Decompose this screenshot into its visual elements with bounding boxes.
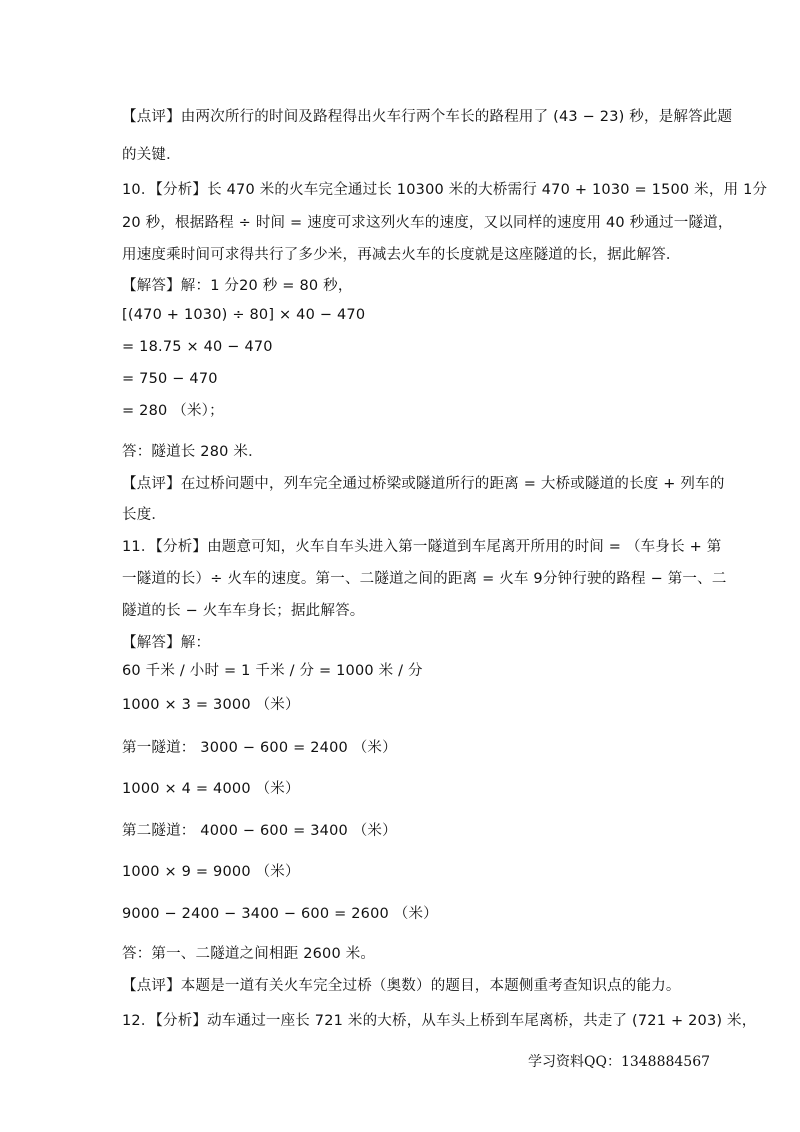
text-line: 【解答】解：1 分20 秒 = 80 秒，: [122, 278, 353, 294]
math-line: 第二隧道： 4000 − 600 = 3400 （米）: [122, 823, 397, 839]
math-line: 1000 × 4 = 4000 （米）: [122, 781, 300, 797]
text-line: 【解答】解：: [122, 635, 211, 651]
text-line: 20 秒，根据路程 ÷ 时间 = 速度可求这列火车的速度，又以同样的速度用 40 秒通过一隧道，: [122, 215, 733, 231]
answer-line: 答：隧道长 280 米．: [122, 444, 263, 460]
math-line: 9000 − 2400 − 3400 − 600 = 2600 （米）: [122, 906, 438, 922]
math-line: 第一隧道： 3000 − 600 = 2400 （米）: [122, 740, 397, 756]
math-line: 60 千米 / 小时 = 1 千米 / 分 = 1000 米 / 分: [122, 663, 423, 679]
math-line: 1000 × 3 = 3000 （米）: [122, 697, 300, 713]
text-line: 12．【分析】动车通过一座长 721 米的大桥，从车头上桥到车尾离桥，共走了 (721 + 203) 米，: [122, 1013, 757, 1029]
text-line: 10．【分析】长 470 米的火车完全通过长 10300 米的大桥需行 470 + 1030 = 1500 米，用 1分: [122, 182, 768, 198]
text-line: 11．【分析】由题意可知，火车自车头进入第一隧道到车尾离开所用的时间 = （车身长 + 第: [122, 539, 722, 555]
math-line: = 750 − 470: [122, 371, 218, 387]
math-line: [(470 + 1030) ÷ 80] × 40 − 470: [122, 307, 366, 323]
answer-line: 答：第一、二隧道之间相距 2600 米。: [122, 946, 376, 962]
math-line: = 18.75 × 40 − 470: [122, 339, 273, 355]
footer-contact: 学习资料QQ：1348884567: [528, 1054, 711, 1070]
math-line: 1000 × 9 = 9000 （米）: [122, 864, 300, 880]
text-line: 长度．: [122, 507, 167, 523]
text-line: 【点评】由两次所行的时间及路程得出火车行两个车长的路程用了 (43 − 23) 秒，是解答此题: [122, 109, 733, 125]
text-line: 【点评】本题是一道有关火车完全过桥（奥数）的题目，本题侧重考查知识点的能力。: [122, 978, 681, 994]
text-line: 用速度乘时间可求得共行了多少米，再减去火车的长度就是这座隧道的长，据此解答．: [122, 247, 681, 263]
text-line: 一隧道的长）÷ 火车的速度。第一、二隧道之间的距离 = 火车 9分钟行驶的路程 − 第一、二: [122, 571, 727, 587]
text-line: 隧道的长 − 火车车身长；据此解答。: [122, 603, 365, 619]
text-line: 的关键．: [122, 147, 181, 163]
math-line: = 280 （米）；: [122, 403, 224, 419]
text-line: 【点评】在过桥问题中，列车完全通过桥梁或隧道所行的距离 = 大桥或隧道的长度 + 列车的: [122, 476, 725, 492]
